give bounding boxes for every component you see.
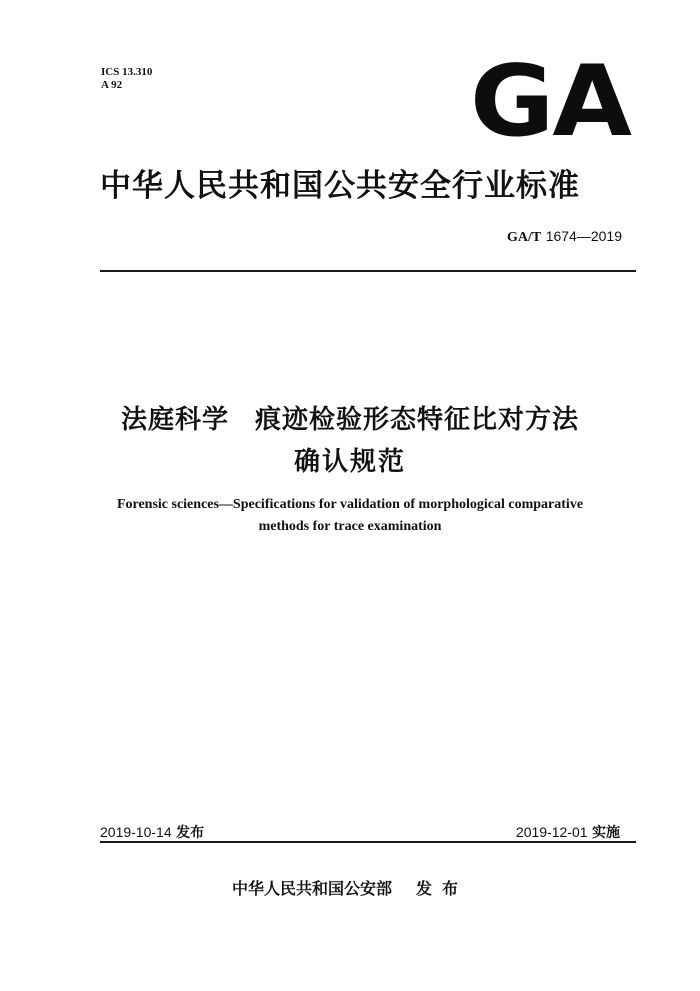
ccs-code: A 92 (101, 79, 123, 91)
chinese-title-part-2: 痕迹检验形态特征比对方法 (255, 405, 580, 435)
chinese-title-line-1 (0, 399, 700, 436)
chinese-title-line-2: 确认规范 (293, 447, 406, 477)
issue-date-word: 发布 (176, 825, 205, 841)
standard-number (507, 228, 622, 246)
implementation-date-value: 2019-12-01 (515, 824, 588, 840)
chinese-title-part-1: 法庭科学 (120, 405, 229, 435)
classification-codes (101, 66, 152, 92)
standard-category: 中华人民共和国公共安全行业标准 (100, 168, 580, 204)
top-divider (100, 270, 636, 272)
english-title-line-2: methods for trace examination (258, 519, 442, 534)
standard-number-rest: 1674—2019 (545, 228, 622, 244)
publisher (0, 876, 700, 899)
implementation-date (516, 822, 620, 842)
ga-logo: GA (470, 45, 630, 159)
bottom-divider (100, 841, 636, 843)
standard-number-prefix: GA/T (507, 230, 542, 245)
implementation-date-word: 实施 (592, 825, 620, 841)
english-title-line-1: Forensic sciences—Specifications for validation of morphological comparative (116, 497, 584, 512)
publisher-action: 发布 (416, 879, 469, 898)
ics-code: ICS 13.310 (101, 66, 153, 78)
issue-date (100, 822, 204, 842)
publisher-name: 中华人民共和国公安部 (231, 879, 392, 898)
issue-date-value: 2019-10-14 (100, 824, 172, 840)
